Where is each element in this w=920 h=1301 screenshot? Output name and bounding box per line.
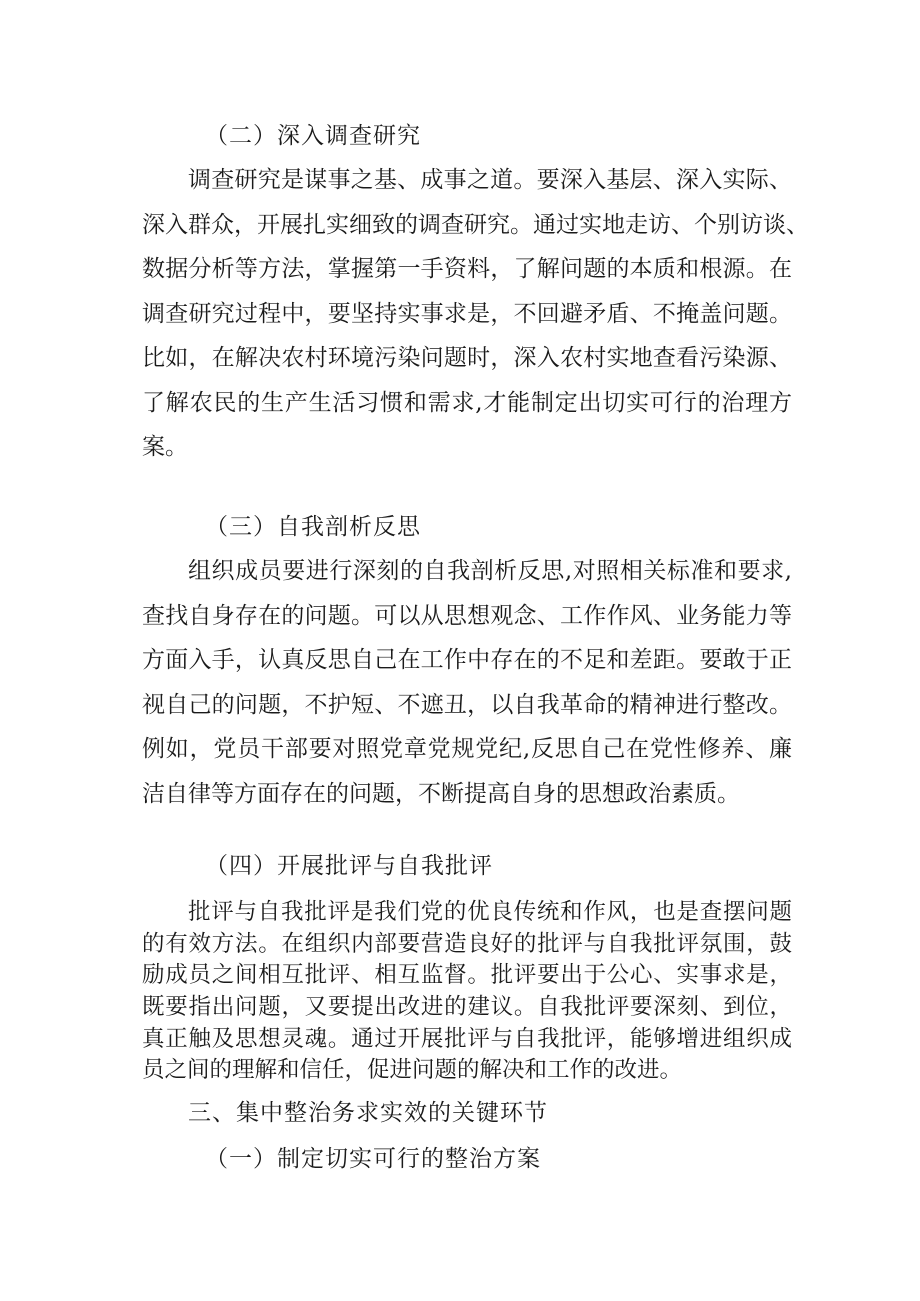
part-heading-3: 三、集中整治务求实效的关键环节 <box>188 1100 548 1126</box>
text-line: 案。 <box>142 434 188 460</box>
section-heading-4: （四）开展批评与自我批评 <box>205 853 493 879</box>
text-line: 批评与自我批评是我们党的优良传统和作风，也是查摆问题 <box>188 899 792 925</box>
text-line: 深入群众，开展扎实细致的调查研究。通过实地走访、个别访谈、 <box>142 211 809 238</box>
text-line: 调查研究是谋事之基、成事之道。要深入基层、深入实际、 <box>188 167 792 193</box>
text-line: 的有效方法。在组织内部要营造良好的批评与自我批评氛围，鼓 <box>142 930 792 957</box>
text-line: 视自己的问题，不护短、不遮丑，以自我革命的精神进行整改。 <box>142 691 792 718</box>
section-heading-3: （三）自我剖析反思 <box>205 514 421 540</box>
text-line: 励成员之间相互批评、相互监督。批评要出于公心、实事求是， <box>142 962 792 989</box>
section-heading-2: （二）深入调查研究 <box>205 123 421 149</box>
text-line: 洁自律等方面存在的问题，不断提高自身的思想政治素质。 <box>142 780 740 807</box>
text-line: 例如，党员干部要对照党章党规党纪,反思自己在党性修养、廉 <box>142 736 792 762</box>
paragraph-self-reflection <box>142 549 792 816</box>
subsection-heading-1: （一）制定切实可行的整治方案 <box>205 1146 541 1172</box>
text-line: 调查研究过程中，要坚持实事求是，不回避矛盾、不掩盖问题。 <box>142 300 792 327</box>
text-line: 员之间的理解和信任，促进问题的解决和工作的改进。 <box>142 1057 683 1084</box>
text-line: 了解农民的生产生活习惯和需求,才能制定出切实可行的治理方 <box>142 389 792 416</box>
text-line: 方面入手，认真反思自己在工作中存在的不足和差距。要敢于正 <box>142 647 792 673</box>
text-line: 组织成员要进行深刻的自我剖析反思,对照相关标准和要求, <box>188 558 792 584</box>
text-line: 既要指出问题，又要提出改进的建议。自我批评要深刻、到位， <box>142 994 792 1021</box>
text-line: 比如，在解决农村环境污染问题时，深入农村实地查看污染源、 <box>142 345 792 371</box>
text-line: 真正触及思想灵魂。通过开展批评与自我批评，能够增进组织成 <box>142 1025 792 1052</box>
text-line: 数据分析等方法，掌握第一手资料，了解问题的本质和根源。在 <box>142 256 792 282</box>
text-line: 查找自身存在的问题。可以从思想观念、工作作风、业务能力等 <box>142 602 792 629</box>
paragraph-criticism <box>142 897 792 1087</box>
paragraph-investigation <box>142 158 809 470</box>
